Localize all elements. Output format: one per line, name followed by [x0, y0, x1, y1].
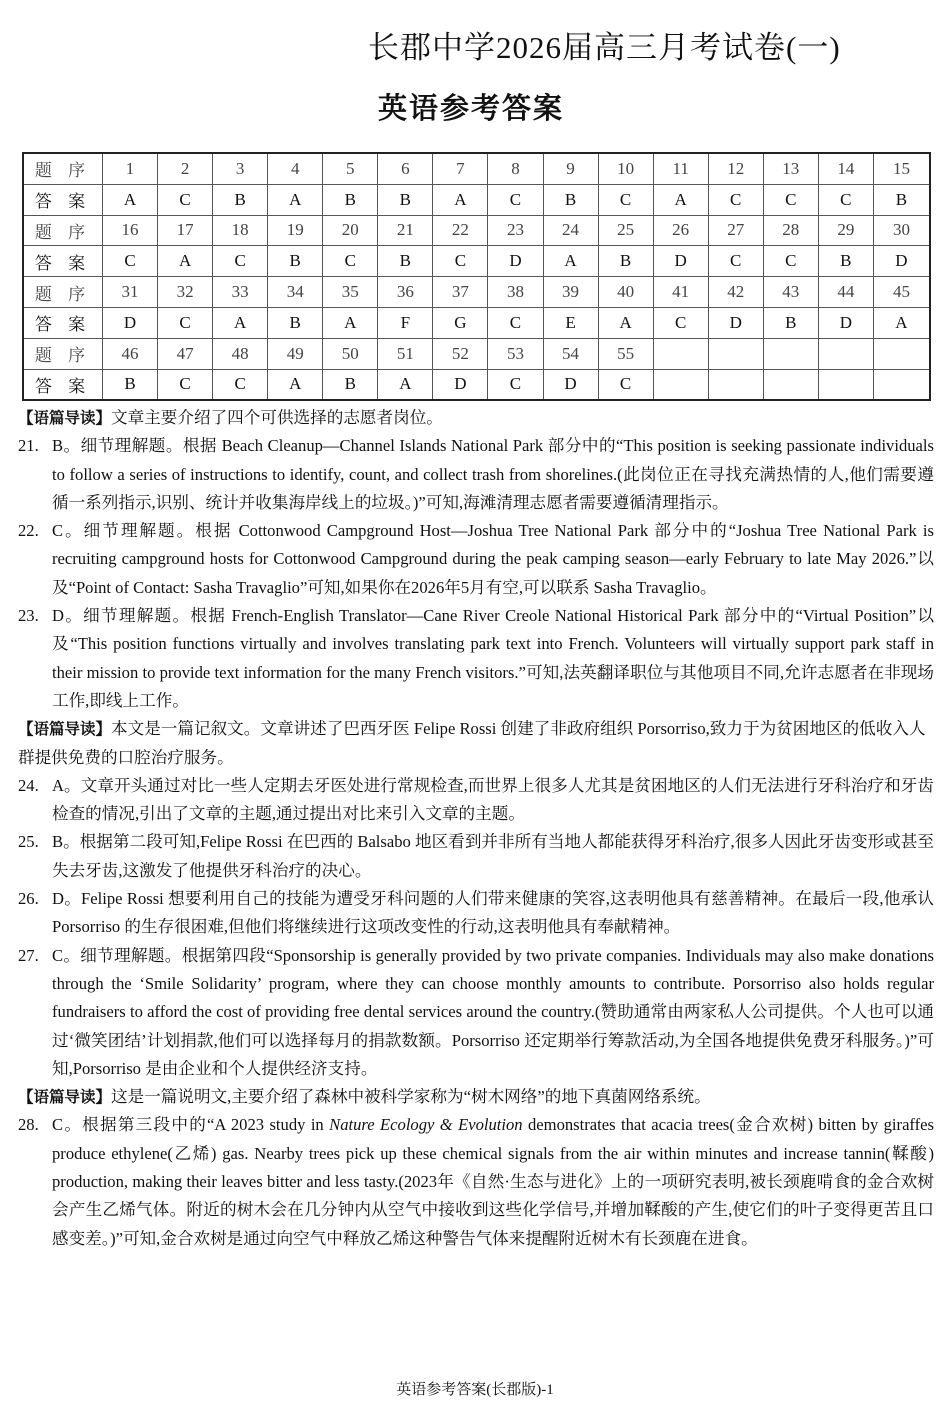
question-number-cell: 8: [488, 153, 543, 184]
question-number-cell: 46: [103, 338, 158, 369]
answer-key-subtitle: 英语参考答案: [378, 91, 565, 125]
answer-cell: A: [543, 246, 598, 277]
answer-cell: C: [433, 246, 488, 277]
question-number-cell: 50: [323, 338, 378, 369]
explanation-text: demonstrates that acacia trees(金合欢树) bitten by giraffes produce ethylene(乙烯) gas. Nearby trees pick up these chemical signals from the air within minutes and increase tannin(鞣酸) production, making their leaves bitter and less tasty.(2023年《自然·生态与进化》上的一项研究表明,被长颈鹿啃食的金合欢树会产生乙烯气体。附近的树木会在几分钟内从空气中接收到这些化学信号,并增加鞣酸的产生,使它们的叶子变得更苦且口感变差。)”可知,金合欢树是通过向空气中释放乙烯这种警告气体来提醒附近树木有长颈鹿在进食。: [52, 1115, 935, 1248]
question-number: 22.: [18, 521, 39, 541]
intro-text: 这是一篇说明文,主要介绍了森林中被科学家称为“树木网络”的地下真菌网络系统。: [111, 1087, 711, 1107]
explanation-text: B。根据第二段可知,Felipe Rossi 在巴西的 Balsabo 地区看到并非所有当地人都能获得牙科治疗,很多人因此牙齿变形或甚至失去牙齿,这激发了他提供牙科治疗的决心。: [52, 832, 934, 880]
answer-cell: A: [378, 369, 433, 400]
question-number-cell: 12: [708, 153, 763, 184]
question-number-cell: 20: [323, 215, 378, 246]
answer-cell: C: [323, 246, 378, 277]
answer-row: [23, 369, 930, 400]
question-number-cell: 54: [543, 338, 598, 369]
answer-cell: G: [433, 307, 488, 338]
question-number-row: [23, 338, 930, 369]
question-number-row: [23, 153, 930, 184]
question-number-cell: 49: [268, 338, 323, 369]
answer-cell: D: [103, 307, 158, 338]
answer-cell: C: [488, 307, 543, 338]
explanation-27: [18, 942, 934, 1083]
row-label: 答 案: [23, 184, 103, 215]
answer-row: [23, 307, 930, 338]
explanation-21: [18, 432, 934, 517]
answer-cell: C: [103, 246, 158, 277]
question-number-cell: 2: [158, 153, 213, 184]
answer-cell: C: [598, 184, 653, 215]
question-number-cell: 4: [268, 153, 323, 184]
answer-cell: B: [323, 184, 378, 215]
question-number-cell: [818, 338, 873, 369]
question-number: 25.: [18, 832, 39, 852]
question-number-row: [23, 215, 930, 246]
answer-cell: A: [653, 184, 708, 215]
exam-title: 长郡中学2026届高三月考试卷(一): [368, 30, 841, 65]
answer-cell: B: [378, 246, 433, 277]
question-number-row: [23, 277, 930, 308]
question-number-cell: 14: [818, 153, 873, 184]
question-number: 27.: [18, 945, 39, 965]
answer-cell: B: [213, 184, 268, 215]
answer-cell: C: [818, 184, 873, 215]
question-number-cell: 48: [213, 338, 268, 369]
question-number-cell: [708, 338, 763, 369]
answer-cell: C: [158, 184, 213, 215]
question-number-cell: 35: [323, 277, 378, 308]
answer-cell: D: [818, 307, 873, 338]
question-number-cell: 23: [488, 215, 543, 246]
question-number-cell: 11: [653, 153, 708, 184]
intro-tag: 【语篇导读】: [18, 409, 112, 427]
journal-title: Nature Ecology & Evolution: [329, 1115, 523, 1135]
question-number-cell: 38: [488, 277, 543, 308]
question-number-cell: 36: [378, 277, 433, 308]
passage-intro-2: [18, 715, 934, 772]
explanation-22: [18, 517, 934, 602]
answer-cell: A: [433, 184, 488, 215]
answer-cell: E: [543, 307, 598, 338]
answer-cell: B: [763, 307, 818, 338]
question-number-cell: 43: [763, 277, 818, 308]
row-label: 题 序: [23, 338, 103, 369]
question-number: 23.: [18, 606, 39, 626]
answer-cell: A: [158, 246, 213, 277]
explanation-23: [18, 602, 934, 715]
question-number-cell: 34: [268, 277, 323, 308]
answer-row: [23, 184, 930, 215]
question-number-cell: 15: [873, 153, 930, 184]
answer-cell: D: [488, 246, 543, 277]
question-number-cell: 30: [873, 215, 930, 246]
answer-cell: B: [268, 246, 323, 277]
explanation-26: [18, 885, 934, 942]
explanation-28: [18, 1111, 934, 1252]
question-number-cell: 13: [763, 153, 818, 184]
question-number-cell: 47: [158, 338, 213, 369]
answer-cell: D: [433, 369, 488, 400]
answer-cell: A: [268, 184, 323, 215]
answer-cell: F: [378, 307, 433, 338]
question-number-cell: 5: [323, 153, 378, 184]
explanations: [18, 404, 934, 1253]
answer-cell: D: [708, 307, 763, 338]
answer-cell: A: [598, 307, 653, 338]
explanation-text: D。细节理解题。根据 French-English Translator—Cane River Creole National Historical Park 部分中的“Virtual Position”以及“This position functions virtually and involves translating park text into French. Volunteers will virtually support park staff in their mission to provide text information for the many French visitors.”可知,法英翻译职位与其他项目不同,允许志愿者在非现场工作,即线上工作。: [52, 606, 934, 710]
question-number-cell: 29: [818, 215, 873, 246]
row-label: 题 序: [23, 277, 103, 308]
answer-cell: C: [158, 369, 213, 400]
question-number-cell: 39: [543, 277, 598, 308]
answer-cell: C: [213, 246, 268, 277]
question-number-cell: 33: [213, 277, 268, 308]
explanation-24: [18, 772, 934, 829]
explanation-text: C。细节理解题。根据第四段“Sponsorship is generally provided by two private companies. Individuals may also make donations through the ‘Smile Solidarity’ program, where they can choose monthly amounts to contribute. Porsorriso also holds regular fundraisers to afford the cost of providing free dental services around the country.(赞助通常由两家私人公司提供。个人也可以通过‘微笑团结’计划捐款,他们可以选择每月的捐款数额。Porsorriso 还定期举行筹款活动,为全国各地提供免费牙科服务。)”可知,Porsorriso 是由企业和个人提供经济支持。: [52, 945, 934, 1078]
answer-cell: D: [543, 369, 598, 400]
question-number-cell: 16: [103, 215, 158, 246]
question-number: 26.: [18, 889, 39, 909]
answer-cell: A: [873, 307, 930, 338]
answer-cell: [653, 369, 708, 400]
question-number-cell: 44: [818, 277, 873, 308]
row-label: 题 序: [23, 153, 103, 184]
answer-cell: [818, 369, 873, 400]
explanation-text: C。细节理解题。根据 Cottonwood Campground Host—Joshua Tree National Park 部分中的“Joshua Tree National Park is recruiting campground hosts for Cottonwood Campground during the peak camping season—early February to late May 2026.”以及“Point of Contact: Sasha Travaglio”可知,如果你在2026年5月有空,可以联系 Sasha Travaglio。: [52, 521, 934, 597]
question-number-cell: 7: [433, 153, 488, 184]
intro-tag: 【语篇导读】: [18, 1088, 112, 1107]
explanation-text: D。Felipe Rossi 想要利用自己的技能为遭受牙科问题的人们带来健康的笑容,这表明他具有慈善精神。在最后一段,他承认 Porsorriso 的生存很困难,但他们将继续进行这项改变性的行动,这表明他具有奉献精神。: [52, 889, 934, 937]
answer-cell: A: [103, 184, 158, 215]
answer-cell: C: [598, 369, 653, 400]
answer-cell: B: [268, 307, 323, 338]
question-number-cell: 40: [598, 277, 653, 308]
intro-tag: 【语篇导读】: [18, 720, 112, 739]
answer-cell: C: [488, 184, 543, 215]
answer-cell: A: [323, 307, 378, 338]
question-number-cell: 10: [598, 153, 653, 184]
answer-cell: B: [873, 184, 930, 215]
intro-text: 本文是一篇记叙文。文章讲述了巴西牙医 Felipe Rossi 创建了非政府组织 Porsorriso,致力于为贫困地区的低收入人群提供免费的口腔治疗服务。: [18, 719, 926, 767]
question-number-cell: 18: [213, 215, 268, 246]
answer-row: [23, 246, 930, 277]
passage-intro-1: [18, 404, 934, 432]
question-number-cell: 45: [873, 277, 930, 308]
question-number-cell: 28: [763, 215, 818, 246]
question-number-cell: 31: [103, 277, 158, 308]
question-number-cell: [653, 338, 708, 369]
question-number-cell: 9: [543, 153, 598, 184]
question-number-cell: [873, 338, 930, 369]
question-number-cell: 42: [708, 277, 763, 308]
answer-cell: B: [818, 246, 873, 277]
question-number-cell: 27: [708, 215, 763, 246]
question-number: 24.: [18, 775, 39, 795]
question-number-cell: 24: [543, 215, 598, 246]
answer-cell: B: [598, 246, 653, 277]
question-number-cell: 17: [158, 215, 213, 246]
answer-cell: B: [323, 369, 378, 400]
row-label: 答 案: [23, 369, 103, 400]
question-number-cell: 22: [433, 215, 488, 246]
question-number-cell: 41: [653, 277, 708, 308]
answer-cell: A: [268, 369, 323, 400]
answer-cell: C: [708, 184, 763, 215]
answer-cell: [873, 369, 930, 400]
answer-cell: B: [378, 184, 433, 215]
explanation-text: B。细节理解题。根据 Beach Cleanup—Channel Islands National Park 部分中的“This position is seeking passionate individuals to follow a series of instructions to identify, count, and collect trash from shorelines.(此岗位正在寻找充满热情的人,他们需要遵循一系列指示,识别、统计并收集海岸线上的垃圾。)”可知,海滩清理志愿者需要遵循清理指示。: [52, 436, 934, 512]
row-label: 答 案: [23, 307, 103, 338]
answer-cell: C: [763, 246, 818, 277]
answer-cell: D: [873, 246, 930, 277]
answer-cell: B: [543, 184, 598, 215]
explanation-25: [18, 828, 934, 885]
question-number-cell: 6: [378, 153, 433, 184]
explanation-text: A。文章开头通过对比一些人定期去牙医处进行常规检查,而世界上很多人尤其是贫困地区的人们无法进行牙科治疗和牙齿检查的情况,引出了文章的主题,通过提出对比来引入文章的主题。: [52, 775, 934, 824]
row-label: 题 序: [23, 215, 103, 246]
answer-cell: D: [653, 246, 708, 277]
answer-cell: [708, 369, 763, 400]
question-number-cell: 3: [213, 153, 268, 184]
explanation-text: C。根据第三段中的“A 2023 study in: [52, 1115, 330, 1135]
question-number-cell: 19: [268, 215, 323, 246]
answer-cell: B: [103, 369, 158, 400]
question-number: 28.: [18, 1115, 39, 1135]
answer-cell: [763, 369, 818, 400]
intro-text: 文章主要介绍了四个可供选择的志愿者岗位。: [111, 408, 443, 427]
question-number-cell: 25: [598, 215, 653, 246]
page-footer: 英语参考答案(长郡版)-1: [396, 1382, 554, 1398]
question-number-cell: 26: [653, 215, 708, 246]
question-number-cell: 32: [158, 277, 213, 308]
question-number-cell: 37: [433, 277, 488, 308]
question-number-cell: 51: [378, 338, 433, 369]
answer-cell: C: [158, 307, 213, 338]
answer-cell: C: [213, 369, 268, 400]
row-label: 答 案: [23, 246, 103, 277]
answer-cell: C: [653, 307, 708, 338]
question-number-cell: [763, 338, 818, 369]
question-number-cell: 52: [433, 338, 488, 369]
question-number-cell: 55: [598, 338, 653, 369]
question-number-cell: 53: [488, 338, 543, 369]
answer-table: [22, 152, 931, 401]
passage-intro-3: [18, 1083, 934, 1111]
question-number-cell: 21: [378, 215, 433, 246]
question-number: 21.: [18, 436, 39, 456]
answer-cell: C: [708, 246, 763, 277]
answer-cell: A: [213, 307, 268, 338]
answer-cell: C: [763, 184, 818, 215]
answer-cell: C: [488, 369, 543, 400]
question-number-cell: 1: [103, 153, 158, 184]
